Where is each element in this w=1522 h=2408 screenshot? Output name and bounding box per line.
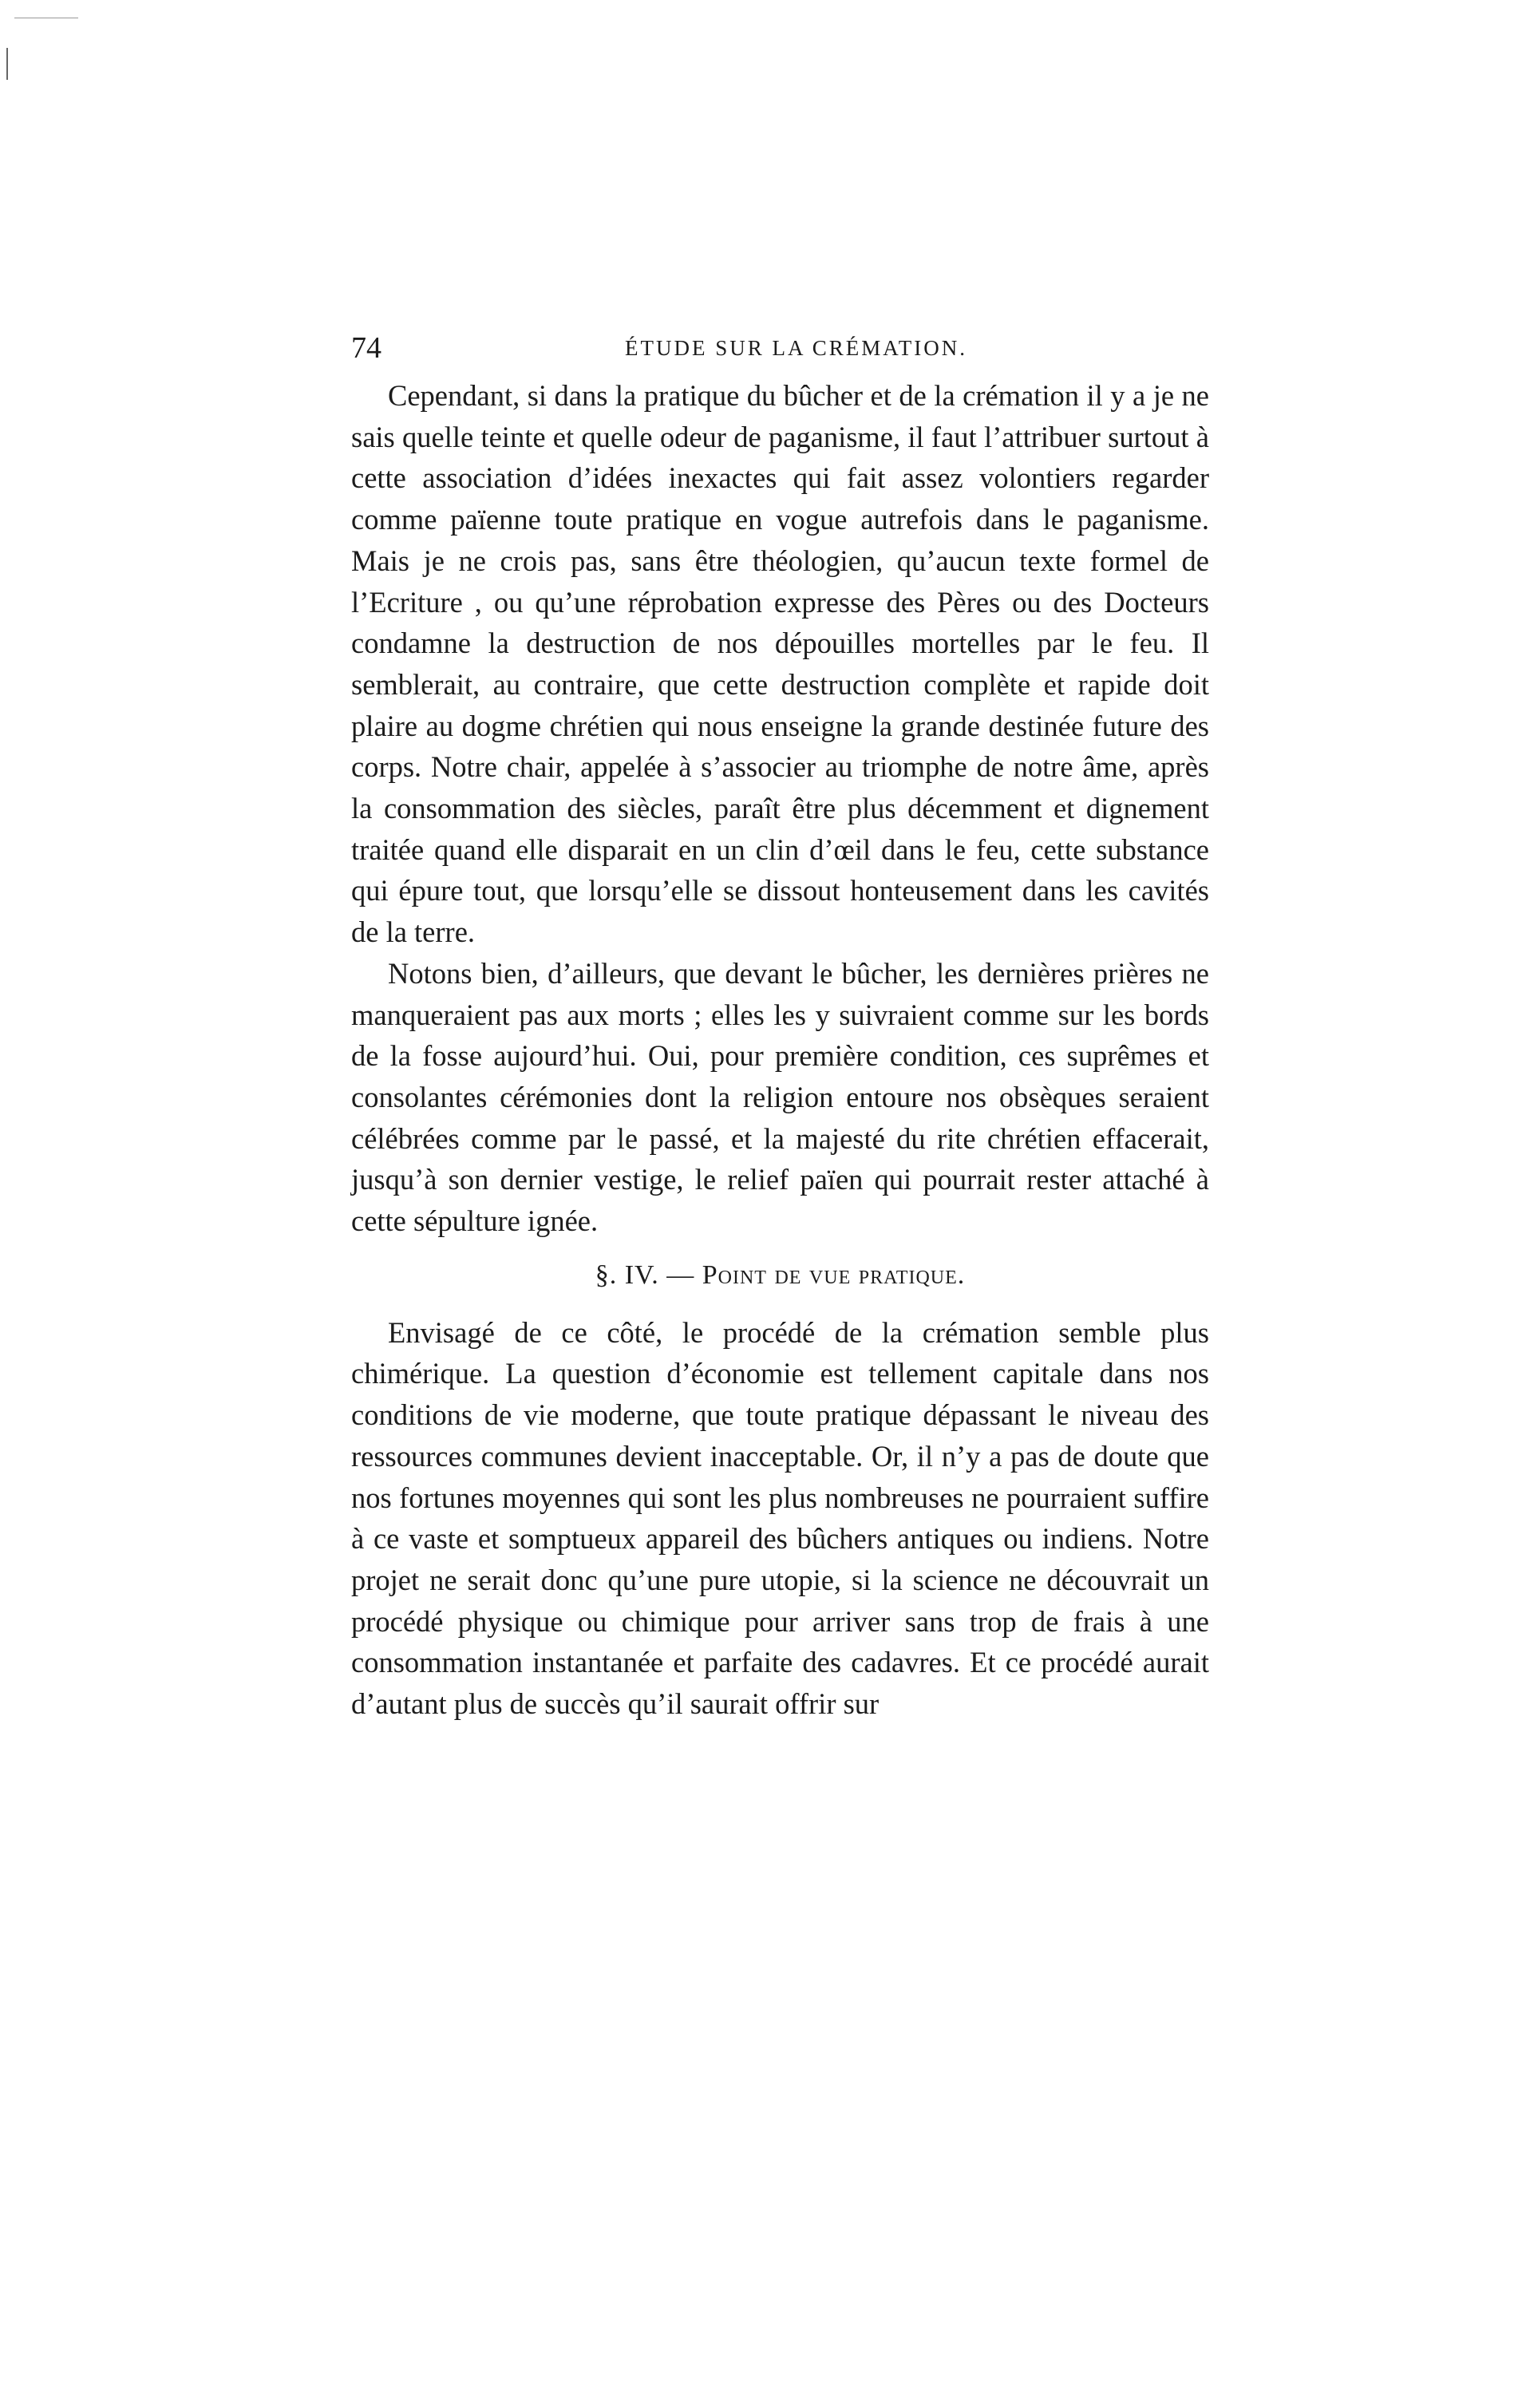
paragraph: Notons bien, d’ailleurs, que devant le bûcher, les dernières prières ne manqueraient pas aux morts ; elles les y suivraient comme sur les bords de la fosse aujourd’hui. Oui, pour première condition, ces suprêmes et consolantes cérémonies dont la religion entoure nos obsèques seraient célébrées comme par le passé, et la majesté du rite chrétien effacerait, jusqu’à son dernier vestige, le relief païen qui pourrait rester attaché à cette sépulture ignée.: [351, 956, 1209, 1238]
section-number: §. IV. —: [595, 1259, 695, 1290]
page-number: 74: [351, 331, 381, 365]
scan-edge-mark: [6, 48, 8, 80]
paragraph: Envisagé de ce côté, le procédé de la crémation semble plus chimérique. La question d’économie est tellement capitale dans nos conditions de vie moderne, que toute pratique dépassant le niveau des ressources communes devient inacceptable. Or, il n’y a pas de doute que nos fortunes moyennes qui sont les plus nombreuses ne pourraient suffire à ce vaste et somptueux appareil des bûchers antiques ou indiens. Notre projet ne serait donc qu’une pure utopie, si la science ne découvrait un procédé physique ou chimique pour arriver sans trop de frais à une consommation instantanée et parfaite des cadavres. Et ce procédé aurait d’autant plus de succès qu’il saurait offrir sur: [351, 1315, 1209, 1721]
page-header: [351, 326, 1209, 370]
page-body: [351, 375, 1209, 1725]
running-title: ÉTUDE SUR LA CRÉMATION.: [624, 336, 967, 360]
section-title: Point de vue pratique.: [702, 1259, 966, 1290]
section-heading: [351, 1253, 1209, 1298]
paragraph: Cependant, si dans la pratique du bûcher et de la crémation il y a je ne sais quelle teinte et quelle odeur de paganisme, il faut l’attribuer surtout à cette association d’idées inexactes qui fait assez volontiers regarder comme païenne toute pratique en vogue autrefois dans le paganisme. Mais je ne crois pas, sans être théologien, qu’aucun texte formel de l’Ecriture , ou qu’une réprobation expresse des Pères ou des Docteurs condamne la destruction de nos dépouilles mortelles par le feu. Il semblerait, au contraire, que cette destruction complète et rapide doit plaire au dogme chrétien qui nous enseigne la grande destinée future des corps. Notre chair, appelée à s’associer au triomphe de notre âme, après la consommation des siècles, paraît être plus décemment et dignement traitée quand elle disparait en un clin d’œil dans le feu, cette substance qui épure tout, que lorsqu’elle se dissout honteusement dans les cavités de la terre.: [351, 379, 1209, 949]
